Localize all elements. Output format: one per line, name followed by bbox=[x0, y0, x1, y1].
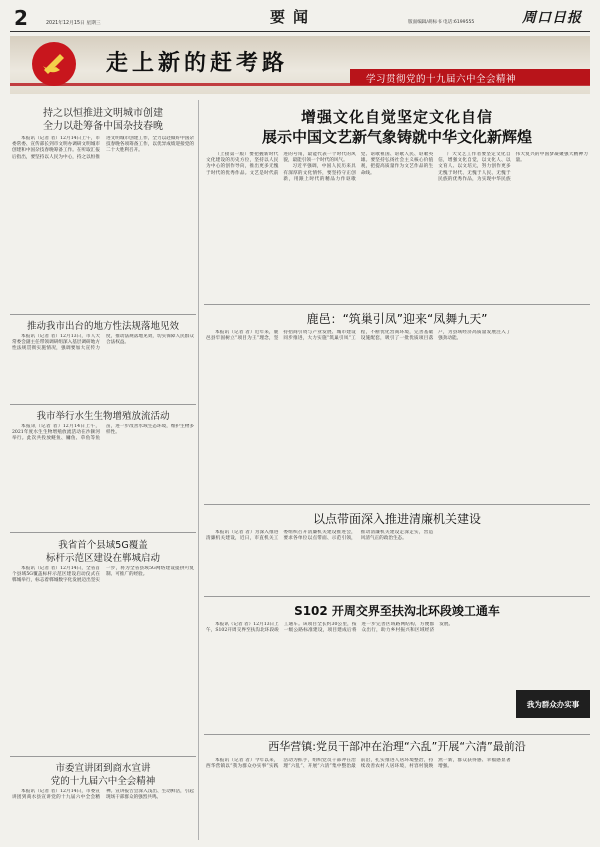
xihua-article-text: 本报讯（记者 者）今年以来，西华营镇以“我为群众办实事”实践活动为抓手，组织党员干部冲在治理“六乱”、开展“六清”集中整治最前沿，扎实推进人居环境整治，持续改善农村人居环境，村容村貌焕然一新，群众获得感、幸福感显著增强。 bbox=[206, 758, 511, 770]
col1-article-4 bbox=[12, 566, 194, 752]
col1-article-1-text: 本报讯（记者 者）12月14日上午，市委常委、宣传部长到市文明办调研文明城市创建和中国杂技春晚筹备工作。在听取汇报后指出，要坚持以人民为中心，持之以恒推进文明城市创建工作，全力以赴做好中国杂技春晚各项筹备工作，以优异成绩迎接党的二十大胜利召开。 bbox=[12, 136, 194, 160]
col1-headline-5: 我省首个县域5G覆盖 bbox=[58, 540, 148, 551]
xihua-headline: 西华营镇:党员干部冲在治理“六乱”开展“六清”最前沿 bbox=[268, 740, 526, 753]
col1-headline-2: 全力以赴筹备中国杂技春晚 bbox=[43, 121, 163, 132]
col1-article-3 bbox=[12, 424, 194, 532]
party-emblem-icon bbox=[30, 40, 78, 88]
s102-article-text: 本报讯（记者 者）12月13日上午，S102开周交界至扶沟北环段竣工通车。该项目全长约30公里，按一级公路标准建设，项目建成后将进一步完善区域路网结构，方便群众出行，助力乡村振兴和区域经济发展。 bbox=[206, 622, 454, 634]
s102-article bbox=[206, 622, 512, 732]
col1-article-1 bbox=[12, 136, 194, 310]
lead-paragraph-2: 习近平强调，中国人民历来具有深厚的文化情怀，要坚持守正创新，用跟上时代的精品力作讴歌党、讴歌祖国、讴歌人民、讴歌英雄。要坚持弘扬社会主义核心价值观，把提高质量作为文艺作品的生命线。 bbox=[283, 152, 434, 182]
masthead-logo: 周口日报 bbox=[522, 10, 582, 26]
lead-paragraph-1: （上接第一版）要把握新时代文化建设的历史方位，坚持以人民为中心的创作导向，推出更多无愧于时代的优秀作品。文艺是时代前进的号角，最能代表一个时代的风貌，最能引领一个时代的风气。 bbox=[206, 152, 356, 176]
clean-article-text: 本报讯（记者 者）为深入推进清廉机关建设，近日，市直机关工委组织召开清廉机关建设推进会，要求各单位以点带面、示范引领，推动清廉机关建设走深走实，营造风清气正的政治生态。 bbox=[206, 530, 434, 542]
col1-article-2 bbox=[12, 334, 194, 404]
col1-headline-3: 推动我市出台的地方性法规落地见效 bbox=[26, 321, 179, 332]
col1-headline-7: 市委宣讲团到商水宣讲 bbox=[55, 763, 151, 774]
page-header bbox=[0, 0, 600, 30]
feature-banner bbox=[10, 36, 590, 94]
col1-article-2-text: 本报讯（记者 者）12月13日，市人大常委会副主任带领调研组深入基层调研地方性法规贯彻实施情况，强调要加大宣传力度，推动法规落地见效，切实保障人民群众合法权益。 bbox=[12, 334, 194, 352]
service-box-label: 我为群众办实事 bbox=[526, 699, 580, 709]
luyi-headline: 鹿邑：“筑巢引凤”迎来“凤舞九天” bbox=[306, 312, 488, 326]
col1-article-5 bbox=[12, 789, 194, 843]
xihua-article bbox=[206, 758, 588, 842]
col1-headline-4: 我市举行水生生物增殖放流活动 bbox=[36, 411, 170, 422]
col1-headline-1: 持之以恒推进文明城市创建 bbox=[43, 108, 163, 119]
clean-article bbox=[206, 530, 588, 594]
col1-article-3-text: 本报讯（记者 者）12月14日上午，2021年度水生生物增殖放流活动在沙颍河举行。此次共投放鲢鱼、鳙鱼、草鱼等鱼苗，进一步改善水域生态环境，维护生物多样性。 bbox=[12, 424, 194, 442]
lead-article bbox=[206, 152, 588, 300]
page-number: 2 bbox=[14, 6, 28, 30]
col1-article-5-text: 本报讯（记者 者）12月14日，市委宣讲团到商水县宣讲党的十九届六中全会精神。宣讲报告会深入浅出、生动鲜活，引起现场干部群众的强烈共鸣。 bbox=[12, 789, 194, 801]
luyi-article bbox=[206, 330, 588, 502]
col1-article-4-text: 本报讯（记者 者）12月14日，全省首个县域5G覆盖标杆示范区建设启动仪式在郸城举行，标志着郸城数字化发展迈出坚实一步，将为全省县域5G网络建设提供可复制、可推广的经验。 bbox=[12, 566, 194, 584]
clean-headline: 以点带面深入推进清廉机关建设 bbox=[312, 512, 481, 526]
lead-paragraph-3: 广大文艺工作者要坚定文化自信，增强文化自觉，以文化人、以文育人、以文培元，努力创作更多无愧于时代、无愧于人民、无愧于民族的优秀作品，为实现中华民族伟大复兴的中国梦凝聚强大精神力量。 bbox=[438, 152, 588, 182]
s102-headline: S102 开周交界至扶沟北环段竣工通车 bbox=[294, 604, 500, 618]
issue-date: 2021年12月15日 星期三 bbox=[46, 21, 101, 26]
banner-title: 走上新的赶考路 bbox=[106, 50, 289, 76]
lead-headline-1: 增强文化自觉坚定文化自信 bbox=[300, 108, 493, 126]
editor-line: 版面编辑/胡标书 电话:6199555 bbox=[408, 20, 475, 25]
col1-headline-8: 党的十九届六中全会精神 bbox=[50, 776, 156, 787]
col1-headline-6: 标杆示范区建设在郸城启动 bbox=[45, 553, 160, 564]
service-box bbox=[516, 690, 590, 718]
section-title: 要闻 bbox=[270, 8, 317, 26]
lead-headline-2: 展示中国文艺新气象铸就中华文化新辉煌 bbox=[261, 128, 532, 146]
luyi-article-text: 本报讯（记者 者）近年来，鹿邑县牢固树立“项目为王”理念，坚持招商引资与产业发展、城市建设同步推进，大力实施“筑巢引凤”工程，不断优化营商环境，完善基础设施配套，吸引了一批优质项目落户，为县域经济高质量发展注入了强劲动能。 bbox=[206, 330, 511, 342]
banner-subtitle: 学习贯彻党的十九届六中全会精神 bbox=[366, 74, 517, 85]
